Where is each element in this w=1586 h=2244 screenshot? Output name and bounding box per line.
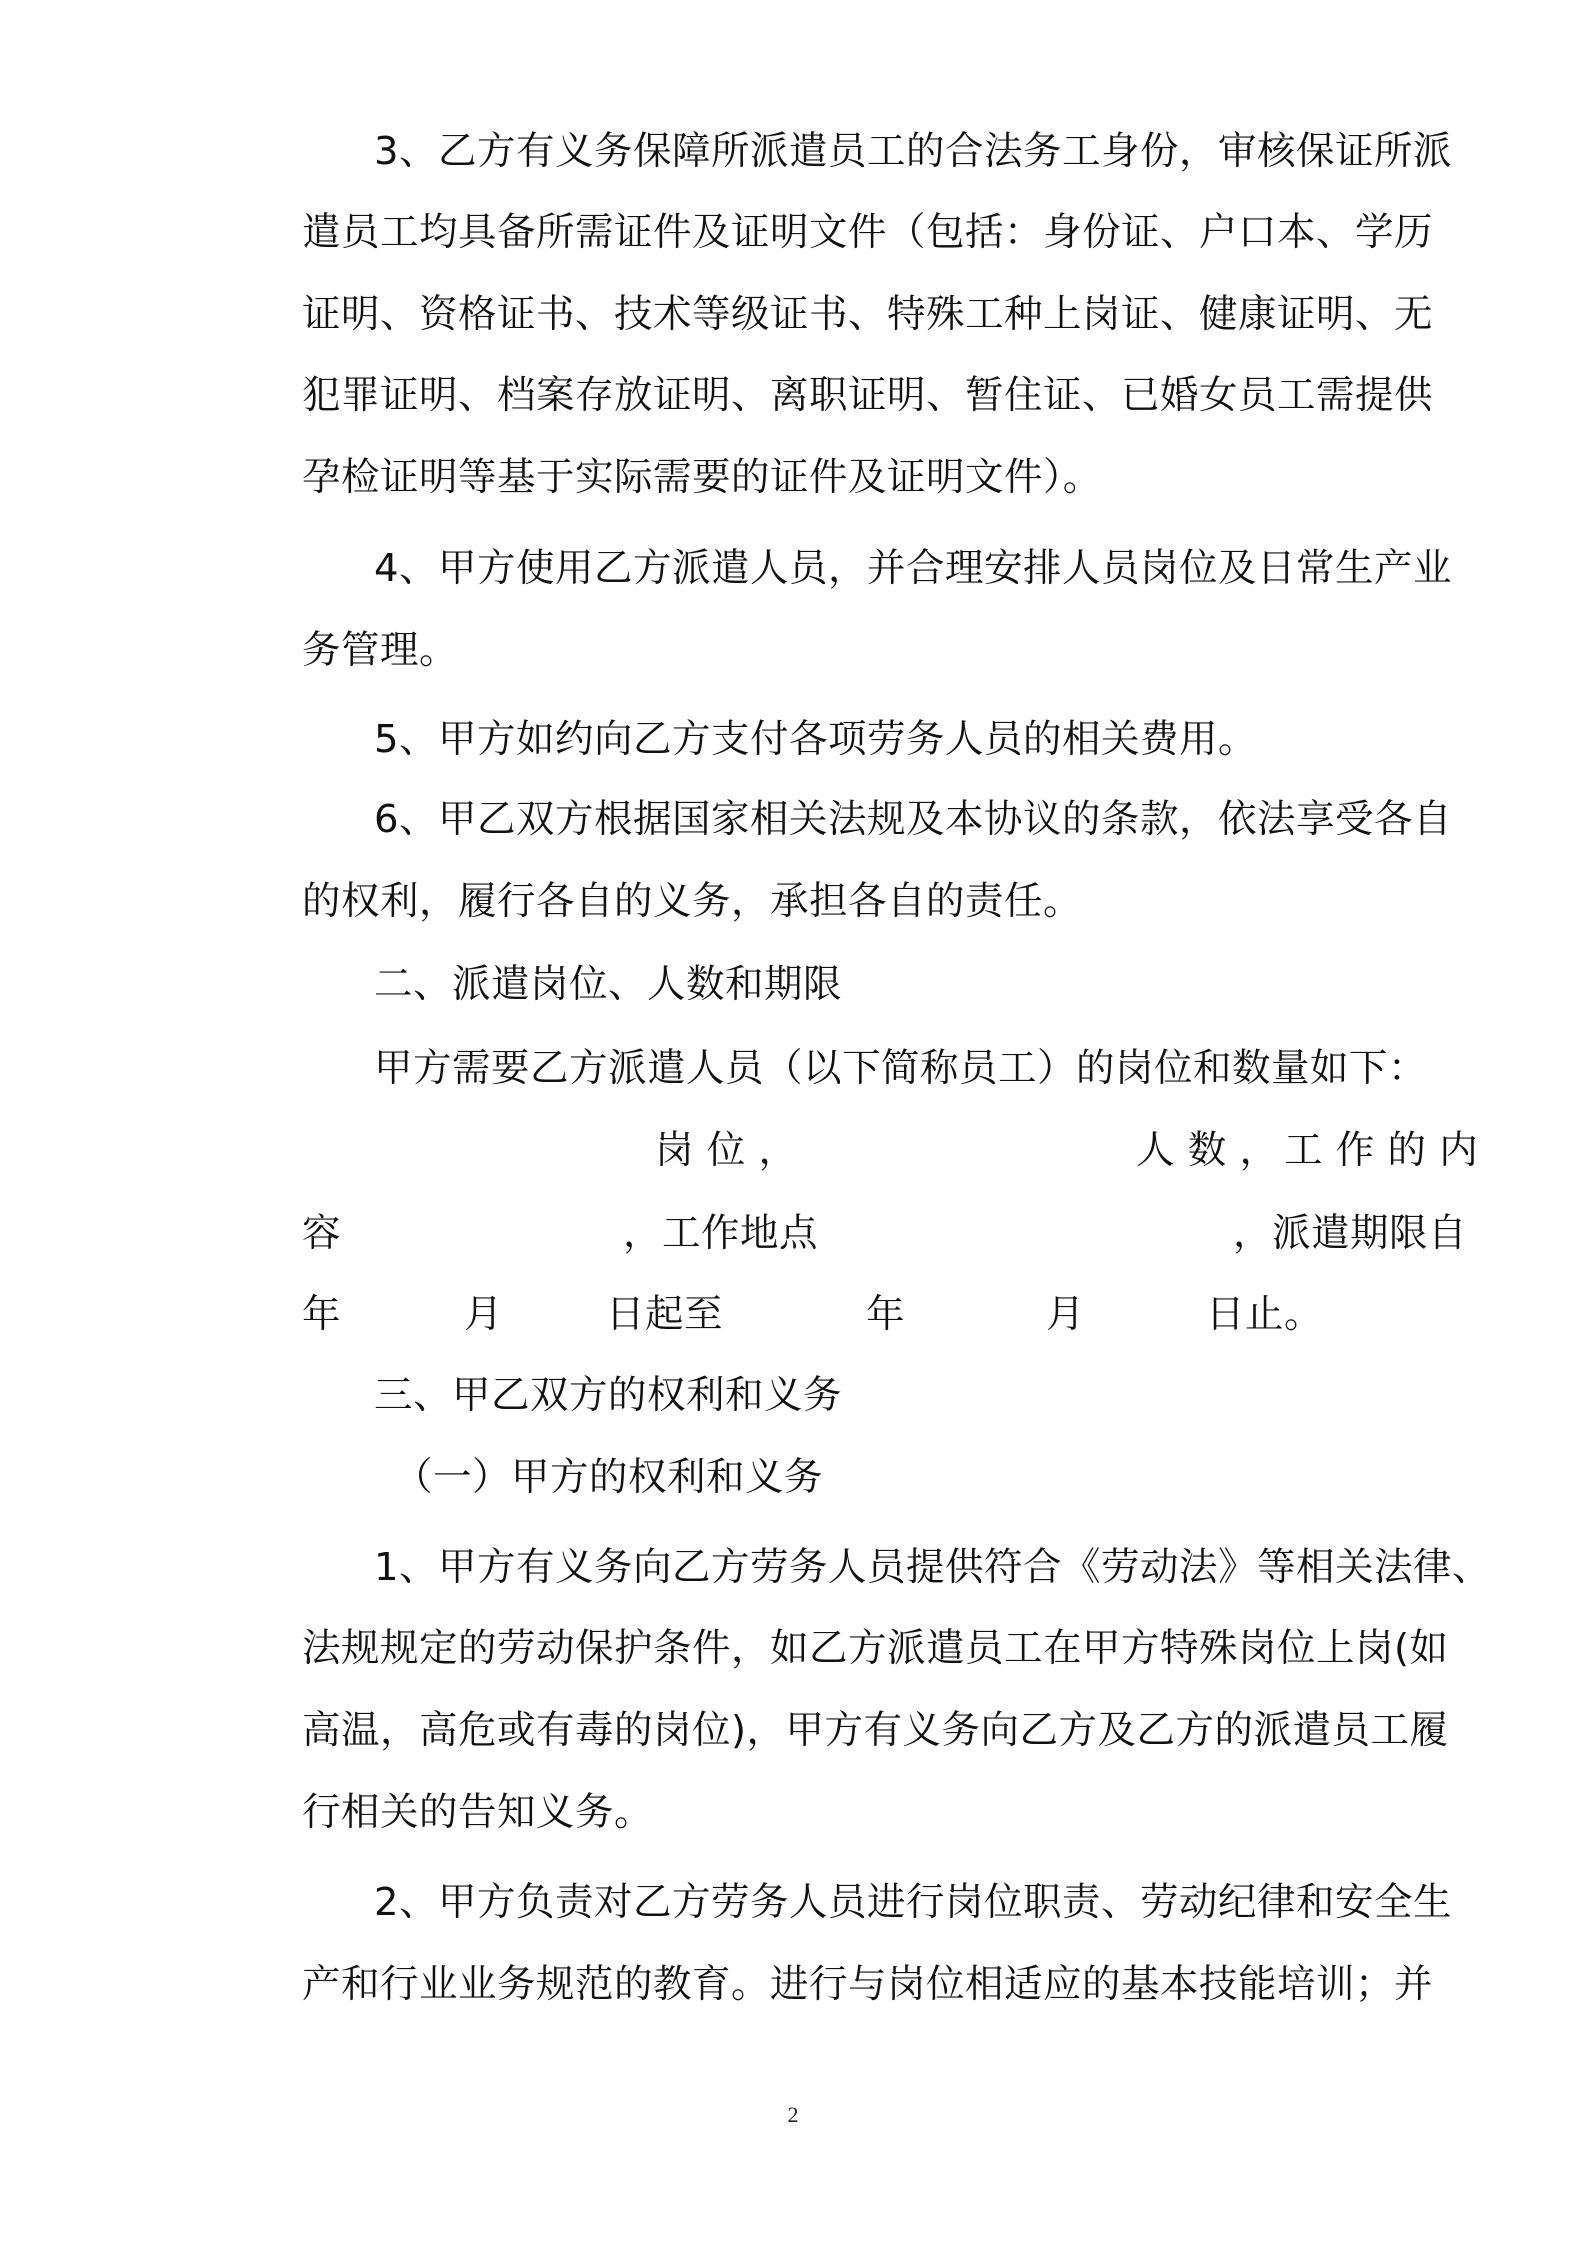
paragraph-3-line-4 bbox=[302, 371, 1477, 421]
text-run: 证明、资格证书、技术等级证书、特殊工种上岗证、健康证明、无 bbox=[302, 292, 1434, 337]
text-run: 遣员工均具备所需证件及证明文件（包括：身份证、户口本、学历 bbox=[302, 210, 1434, 255]
field-headcount-label bbox=[1136, 1126, 1278, 1176]
paragraph-6-line-2 bbox=[302, 877, 1082, 927]
text-run: 年 bbox=[302, 1292, 342, 1337]
field-content-label-part2 bbox=[302, 1209, 341, 1259]
text-run: 务管理。 bbox=[302, 628, 459, 673]
text-run: 工 作 的 内 bbox=[1284, 1128, 1479, 1173]
date-start-day bbox=[606, 1290, 723, 1340]
text-run: 3、乙方有义务保障所派遣员工的合法务工身份，审核保证所派 bbox=[374, 129, 1452, 174]
text-run: 产和行业业务规范的教育。进行与岗位相适应的基本技能培训；并 bbox=[302, 1962, 1434, 2007]
article-1-line-2 bbox=[302, 1624, 1449, 1674]
text-run: 4、甲方使用乙方派遣人员，并合理安排人员岗位及日常生产业 bbox=[374, 546, 1452, 591]
text-run: 5、甲方如约向乙方支付各项劳务人员的相关费用。 bbox=[374, 717, 1257, 762]
text-run: 1、甲方有义务向乙方劳务人员提供符合《劳动法》等相关法律、 bbox=[374, 1545, 1491, 1590]
article-1-line-3 bbox=[302, 1706, 1449, 1756]
date-end-year bbox=[866, 1290, 905, 1340]
field-content-label-part1 bbox=[1284, 1126, 1478, 1176]
text-run: 月 bbox=[464, 1292, 504, 1337]
text-run: 的权利，履行各自的义务，承担各自的责任。 bbox=[302, 879, 1083, 924]
section-3-subheading bbox=[394, 1453, 823, 1503]
paragraph-5-line-1 bbox=[374, 715, 1257, 765]
page-number: 2 bbox=[787, 2102, 799, 2127]
field-workplace-label bbox=[623, 1209, 818, 1259]
section-3-heading bbox=[374, 1371, 842, 1421]
text-run: 高温，高危或有毒的岗位)，甲方有义务向乙方及乙方的派遣员工履 bbox=[302, 1708, 1449, 1753]
text-run: 犯罪证明、档案存放证明、离职证明、暂住证、已婚女员工需提供 bbox=[302, 373, 1434, 418]
text-run: 二、派遣岗位、人数和期限 bbox=[374, 962, 843, 1007]
text-run: 日起至 bbox=[606, 1292, 724, 1337]
date-end-month bbox=[1046, 1290, 1085, 1340]
text-run: 人 数 ， bbox=[1136, 1128, 1279, 1173]
article-2-line-2 bbox=[302, 1960, 1433, 2010]
date-end-day bbox=[1206, 1290, 1323, 1340]
paragraph-3-line-1 bbox=[374, 127, 1474, 177]
article-2-line-1 bbox=[374, 1878, 1452, 1928]
text-run: 三、甲乙双方的权利和义务 bbox=[374, 1373, 843, 1418]
paragraph-3-line-5 bbox=[302, 453, 1102, 503]
text-run: 2、甲方负责对乙方劳务人员进行岗位职责、劳动纪律和安全生 bbox=[374, 1880, 1452, 1925]
text-run: 日止。 bbox=[1206, 1292, 1324, 1337]
text-run: 容 bbox=[302, 1211, 342, 1256]
text-run: 月 bbox=[1046, 1292, 1086, 1337]
text-run: 6、甲乙双方根据国家相关法规及本协议的条款，依法享受各自 bbox=[374, 797, 1452, 842]
date-start-year bbox=[302, 1290, 341, 1340]
paragraph-4-line-1 bbox=[374, 544, 1452, 594]
text-run: 甲方需要乙方派遣人员（以下简称员工）的岗位和数量如下： bbox=[374, 1046, 1428, 1091]
text-run: 孕检证明等基于实际需要的证件及证明文件）。 bbox=[302, 455, 1102, 500]
paragraph-4-line-2 bbox=[302, 626, 458, 676]
text-run: ，工作地点 bbox=[623, 1211, 819, 1256]
section-2-heading bbox=[374, 960, 842, 1010]
text-run: 年 bbox=[866, 1292, 906, 1337]
text-run: ，派遣期限自 bbox=[1233, 1211, 1468, 1256]
text-run: （一）甲方的权利和义务 bbox=[394, 1455, 824, 1500]
date-start-month bbox=[464, 1290, 503, 1340]
paragraph-3-line-3 bbox=[302, 290, 1477, 340]
article-1-line-4 bbox=[302, 1788, 653, 1838]
text-run: 岗 位 ， bbox=[655, 1128, 798, 1173]
text-run: 行相关的告知义务。 bbox=[302, 1790, 654, 1835]
section-2-intro bbox=[374, 1044, 1427, 1094]
field-period-label bbox=[1233, 1209, 1467, 1259]
text-run: 法规规定的劳动保护条件，如乙方派遣员工在甲方特殊岗位上岗(如 bbox=[302, 1626, 1449, 1671]
field-position-label bbox=[655, 1126, 797, 1176]
article-1-line-1 bbox=[374, 1543, 1491, 1593]
paragraph-3-line-2 bbox=[302, 208, 1477, 258]
paragraph-6-line-1 bbox=[374, 795, 1452, 845]
